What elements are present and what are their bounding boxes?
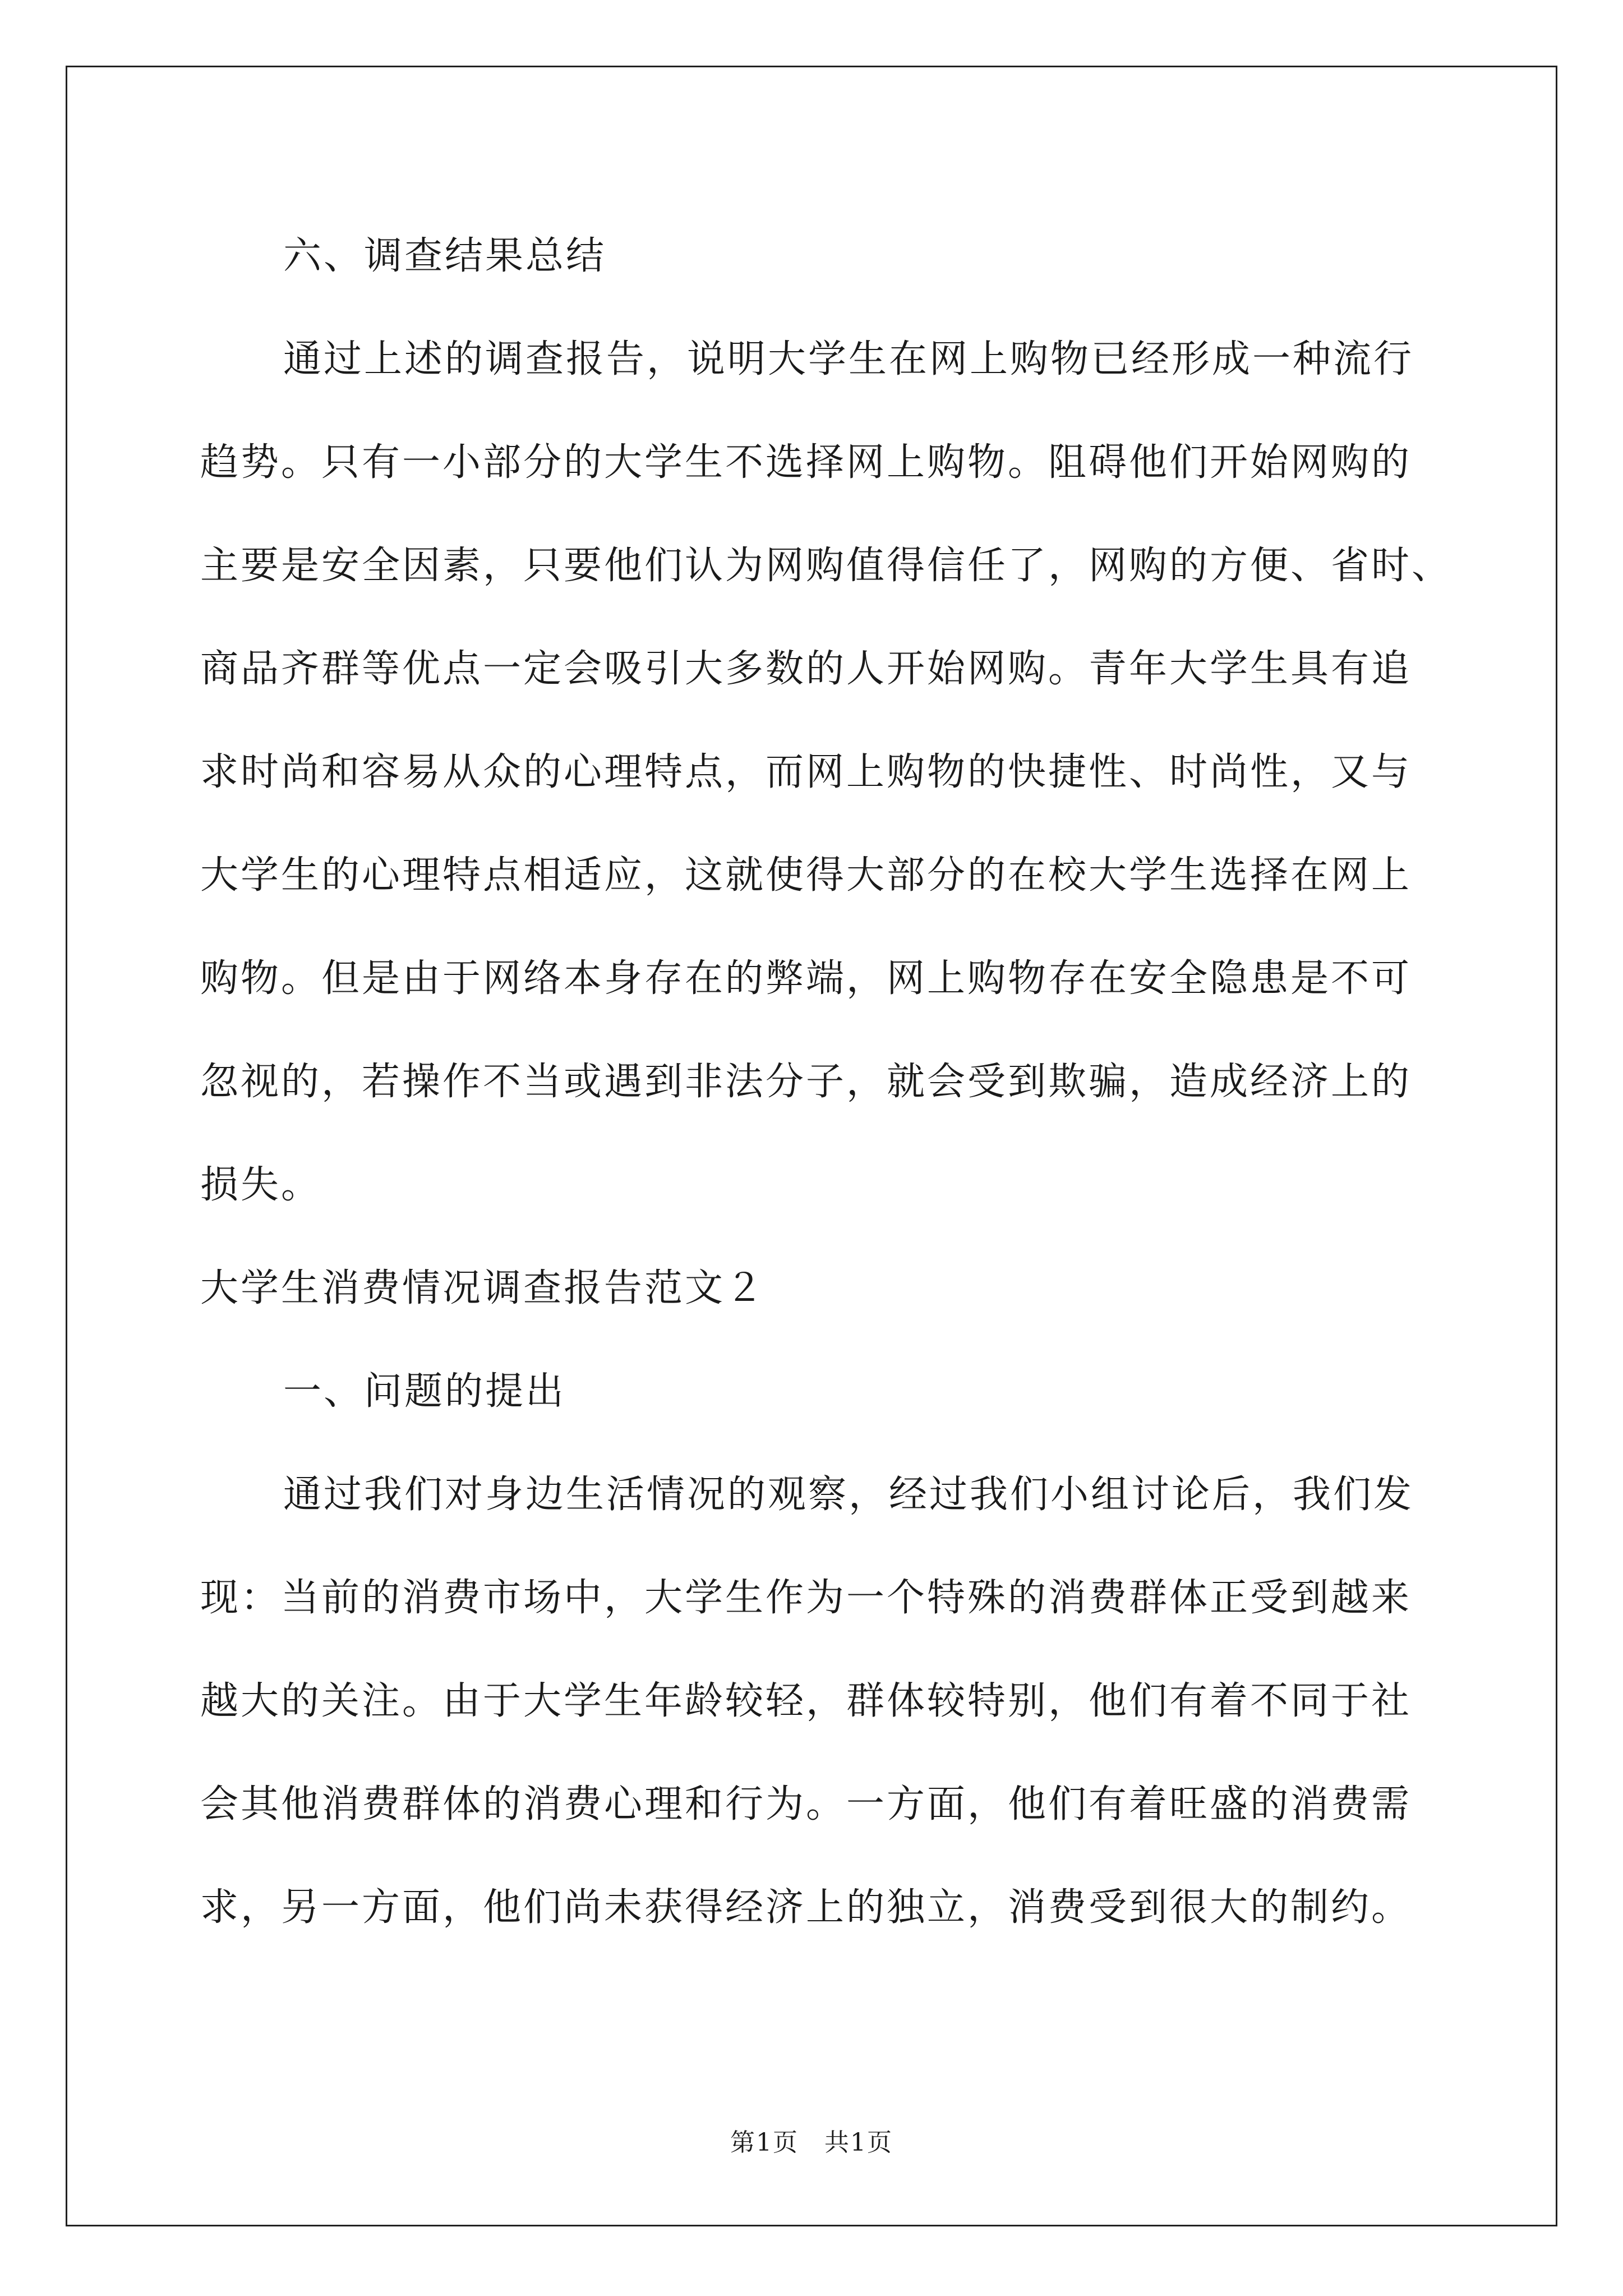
text-line: 求时尚和容易从众的心理特点，而网上购物的快捷性、时尚性，又与 — [200, 750, 1412, 794]
text-line: 大学生的心理特点相适应，这就使得大部分的在校大学生选择在网上 — [200, 853, 1412, 898]
text-line: 商品齐群等优点一定会吸引大多数的人开始网购。青年大学生具有追 — [200, 647, 1412, 691]
text-line: 趋势。只有一小部分的大学生不选择网上购物。阻碍他们开始网购的 — [200, 440, 1412, 485]
text-line: 会其他消费群体的消费心理和行为。一方面，他们有着旺盛的消费需 — [200, 1782, 1412, 1826]
page-number-footer: 第1页 共1页 — [730, 2128, 893, 2157]
text-line: 购物。但是由于网络本身存在的弊端，网上购物存在安全隐患是不可 — [200, 956, 1412, 1001]
document-body — [200, 205, 1456, 1959]
text-line: 忽视的，若操作不当或遇到非法分子，就会受到欺骗，造成经济上的 — [200, 1060, 1412, 1104]
section-heading-results-summary: 六、调查结果总结 — [283, 234, 607, 278]
document-title-report-2: 大学生消费情况调查报告范文２ — [200, 1266, 766, 1310]
text-line: 现：当前的消费市场中，大学生作为一个特殊的消费群体正受到越来 — [200, 1576, 1412, 1620]
text-line: 求，另一方面，他们尚未获得经济上的独立，消费受到很大的制约。 — [200, 1885, 1412, 1930]
text-line: 主要是安全因素，只要他们认为网购值得信任了，网购的方便、省时、 — [200, 544, 1453, 588]
section-heading-problem: 一、问题的提出 — [283, 1369, 566, 1414]
text-line: 通过上述的调查报告，说明大学生在网上购物已经形成一种流行 — [283, 337, 1414, 381]
text-line: 越大的关注。由于大学生年龄较轻，群体较特别，他们有着不同于社 — [200, 1679, 1412, 1723]
text-line: 损失。 — [200, 1163, 322, 1207]
text-line: 通过我们对身边生活情况的观察，经过我们小组讨论后，我们发 — [283, 1473, 1414, 1517]
